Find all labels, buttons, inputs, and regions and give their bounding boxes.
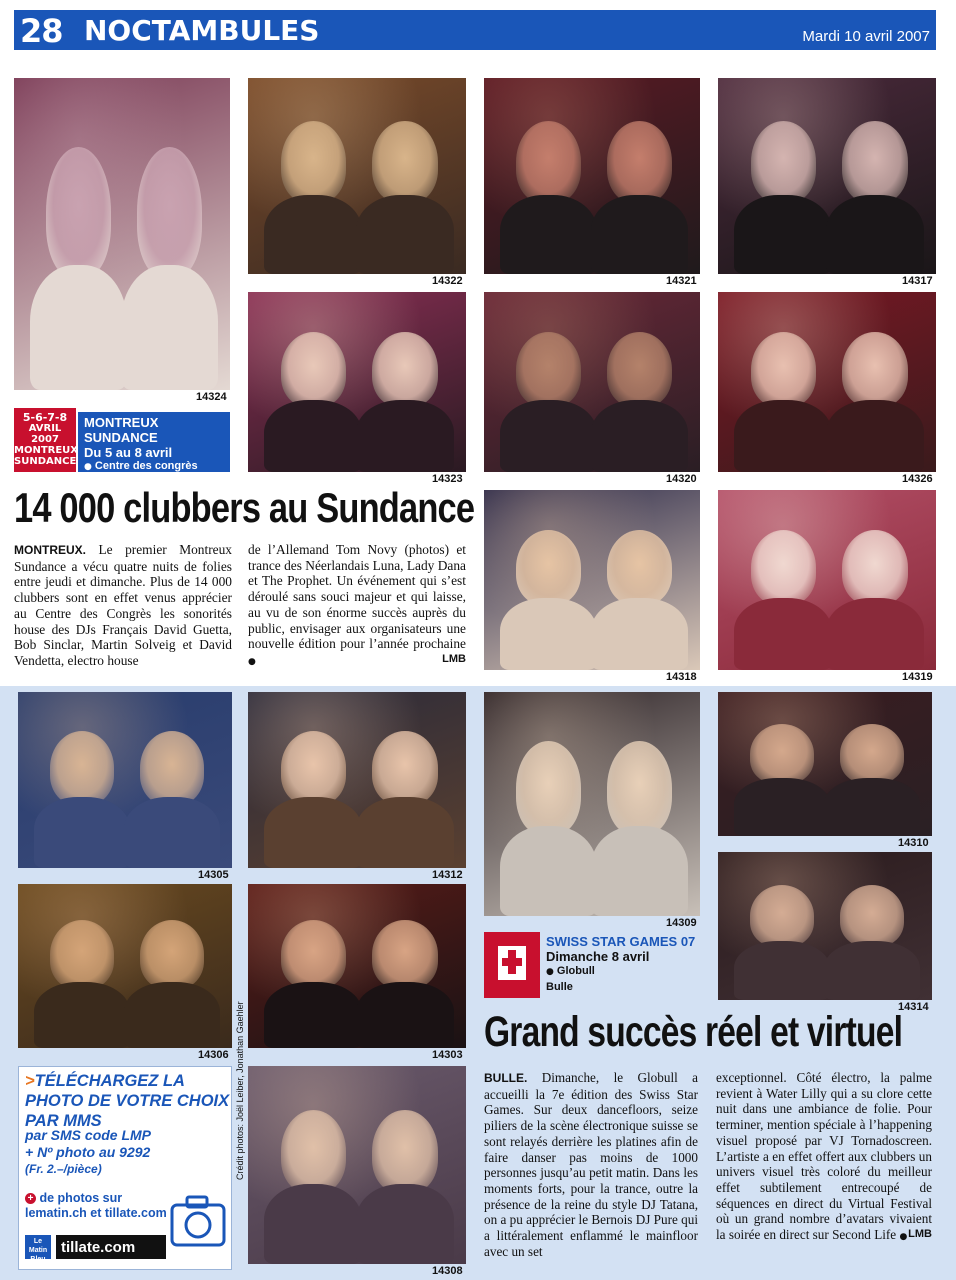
event-venue: ● Globull [546, 965, 595, 977]
party-photo [248, 692, 466, 868]
article-lead: BULLE. [484, 1071, 528, 1085]
tillate-logo: tillate.com [56, 1235, 166, 1259]
person-body [356, 400, 454, 472]
person-face [516, 332, 581, 408]
person-face [842, 332, 907, 408]
page-header [14, 10, 936, 50]
party-photo [718, 692, 932, 836]
event-info-swiss-star-games [546, 934, 706, 1000]
person-face [372, 1110, 437, 1193]
person-body [356, 797, 454, 868]
photo-code: 14305 [198, 869, 229, 881]
article-text: Dimanche, le Globull a accueilli la 7e édition des Swiss Star Games. Sur deux dancefloors, seize piliers de la scène électronique suisse se sont relayés derrière les platines afin de faire danser pas moins de 1000 personnes jusqu’au petit matin. Dans les moments forts, pour la trance, outre la présence de la reine du style DJ Tatana, on a pu apprécier le Bernois DJ Pure qui a littéralement enflammé le mainfloor avec un set [484, 1070, 698, 1259]
photo-code: 14306 [198, 1049, 229, 1061]
party-photo [718, 490, 936, 670]
badge-line: SUNDANCE [14, 456, 77, 467]
person-body [591, 195, 688, 274]
person-body [734, 598, 832, 670]
section-title: NOCTAMBULES [84, 14, 320, 47]
person-face [50, 920, 114, 989]
person-face [50, 731, 114, 805]
person-face [750, 724, 814, 784]
photo-code: 14319 [902, 671, 933, 683]
badge-line: 5-6-7-8 [22, 411, 68, 424]
party-photo [248, 1066, 466, 1264]
headline-sundance: 14 000 clubbers au Sundance [14, 484, 475, 531]
person-body [591, 400, 688, 472]
person-face [372, 121, 437, 203]
mms-promo-box [18, 1066, 232, 1270]
promo-sites-link[interactable]: lematin.ch et tillate.com [25, 1206, 167, 1220]
photo-code: 14314 [898, 1001, 929, 1013]
article-lead: MONTREUX. [14, 543, 86, 557]
person-face [372, 332, 437, 408]
person-body [264, 400, 362, 472]
article-signature: LMB [908, 1228, 932, 1241]
person-body [30, 265, 127, 390]
sundance-logo [14, 408, 79, 472]
person-body [591, 826, 688, 916]
article-text: exceptionnel. Côté électro, la palme revient à Water Lilly qui a su clore cette nuit dans une ambiance de folie. Pour terminer, mention spéciale à l’happening visuel proposé par VJ Tornadoscreen. L’artiste a en effet offert aux clubbers un univers visuel très coloré du meilleur effet subtilement entrecoupé de séquences en direct du Virtual Festival où un grand nombre d’avatars vivaient la soirée en direct sur Second Life [716, 1070, 932, 1243]
person-body [356, 982, 454, 1048]
event-venue: ● Centre des congrès [84, 460, 198, 472]
person-body [826, 400, 924, 472]
photo-code: 14326 [902, 473, 933, 485]
photo-credit: Crédit photos: Joël Leiber, Jonathan Gaehler [235, 1001, 245, 1180]
person-face [137, 147, 202, 278]
person-face [281, 1110, 346, 1193]
person-face [516, 121, 581, 203]
person-face [140, 731, 204, 805]
event-city: Bulle [546, 981, 573, 993]
person-face [516, 530, 581, 606]
person-body [121, 265, 218, 390]
promo-line: + Nº photo au 9292 [25, 1144, 151, 1160]
person-face [281, 332, 346, 408]
person-body [734, 941, 830, 1000]
promo-instructions [25, 1127, 230, 1178]
person-face [750, 885, 814, 947]
article-text: Le premier Montreux Sundance a vécu quatre nuits de folies entre jeudi et dimanche. Plus de 14 000 clubbers sont en effet venus apprécier au Centre des Congrès les sonorités house des DJs Français David Guetta, Bob Sinclar, Martin Solveig et David Vendetta, electro house [14, 542, 232, 668]
photo-code: 14320 [666, 473, 697, 485]
photo-code: 14318 [666, 671, 697, 683]
person-face [46, 147, 111, 278]
person-face [372, 920, 437, 989]
person-body [124, 797, 220, 868]
party-photo [484, 292, 700, 472]
person-face [751, 530, 816, 606]
photo-code: 14308 [432, 1265, 463, 1277]
event-dates: Du 5 au 8 avril [84, 445, 173, 460]
promo-price: (Fr. 2.–/pièce) [25, 1162, 102, 1176]
promo-line: par SMS code LMP [25, 1127, 152, 1143]
promo-websites: + de photos sur lematin.ch et tillate.com [25, 1191, 185, 1221]
person-face [281, 920, 346, 989]
person-body [591, 598, 688, 670]
person-body [264, 797, 362, 868]
event-city: Montreux [84, 474, 134, 486]
person-body [500, 400, 597, 472]
person-body [500, 195, 597, 274]
person-face [372, 731, 437, 805]
photo-code: 14309 [666, 917, 697, 929]
person-face [607, 530, 672, 606]
party-photo [718, 852, 932, 1000]
party-photo [718, 292, 936, 472]
photo-code: 14303 [432, 1049, 463, 1061]
person-body [500, 826, 597, 916]
person-face [751, 121, 816, 203]
event-dates: Dimanche 8 avril [546, 949, 650, 964]
party-photo [484, 490, 700, 670]
person-face [840, 724, 904, 784]
person-body [734, 400, 832, 472]
person-body [826, 195, 924, 274]
headline-swiss-star-games: Grand succès réel et virtuel [484, 1008, 903, 1056]
person-body [734, 778, 830, 836]
badge-line: AVRIL 2007 [28, 423, 62, 445]
party-photo [248, 884, 466, 1048]
photo-code: 14324 [196, 391, 227, 403]
person-body [824, 778, 920, 836]
article-ssg-col1 [484, 1070, 698, 1259]
person-face [516, 741, 581, 835]
person-body [264, 1184, 362, 1264]
event-info-sundance [78, 412, 230, 486]
person-face [842, 530, 907, 606]
person-face [607, 121, 672, 203]
person-face [751, 332, 816, 408]
article-text: de l’Allemand Tom Novy (photos) et trance des Néerlandais Luna, Lady Dana et The Prophet. Un événement qui s’est déroulé sans souci majeur et qui laisse, au vu de son énorme succès auprès du public, envisager aux organisateurs une nouvelle édition pour l’année prochaine [248, 542, 466, 652]
article-ssg-col2: exceptionnel. Côté électro, la palme revient à Water Lilly qui a su clore cette nuit dans une ambiance de folie. Pour terminer, mention spéciale à l’happening visuel proposé par VJ Tornadoscreen. L’artiste a en effet offert aux clubbers un univers visuel très coloré du meilleur effet subtilement entrecoupé de séquences en direct du Virtual Festival où un grand nombre d’avatars vivaient la soirée en direct sur Second Life ● LMB [716, 1070, 932, 1243]
person-face [842, 121, 907, 203]
article-sundance-col1 [14, 542, 232, 669]
person-body [356, 195, 454, 274]
person-face [607, 332, 672, 408]
photo-code: 14317 [902, 275, 933, 287]
person-body [264, 195, 362, 274]
party-photo [18, 884, 232, 1048]
person-body [734, 195, 832, 274]
badge-line: MONTREUX [14, 445, 79, 456]
person-body [356, 1184, 454, 1264]
party-photo [248, 292, 466, 472]
person-body [34, 797, 130, 868]
party-photo [484, 78, 700, 274]
article-signature: LMB [442, 652, 466, 665]
person-body [824, 941, 920, 1000]
page-number: 28 [20, 12, 63, 50]
party-photo [248, 78, 466, 274]
party-photo [18, 692, 232, 868]
le-matin-bleu-logo: Le Matin Bleu [25, 1235, 51, 1259]
person-body [264, 982, 362, 1048]
person-face [840, 885, 904, 947]
photo-code: 14323 [432, 473, 463, 485]
person-body [124, 982, 220, 1048]
party-photo [718, 78, 936, 274]
person-face [281, 731, 346, 805]
photo-code: 14310 [898, 837, 929, 849]
person-face [140, 920, 204, 989]
event-title: SWISS STAR GAMES 07 [546, 934, 696, 949]
photo-code: 14322 [432, 275, 463, 287]
camera-icon [169, 1187, 227, 1259]
person-body [34, 982, 130, 1048]
party-photo [14, 78, 230, 390]
party-photo [484, 692, 700, 916]
issue-date: Mardi 10 avril 2007 [802, 28, 930, 45]
article-sundance-col2: de l’Allemand Tom Novy (photos) et trance des Néerlandais Luna, Lady Dana et The Prophet. Un événement qui s’est déroulé sans souci majeur et qui laisse, au vu de son énorme succès auprès du public, envisager aux organisateurs une nouvelle édition pour l’année prochaine ● LMB [248, 542, 466, 667]
person-body [500, 598, 597, 670]
person-body [826, 598, 924, 670]
person-face [607, 741, 672, 835]
photo-code: 14312 [432, 869, 463, 881]
promo-title: >TÉLÉCHARGEZ LA PHOTO DE VOTRE CHOIX PAR MMS [25, 1072, 230, 1130]
plus-icon: + [25, 1193, 36, 1204]
person-face [281, 121, 346, 203]
event-title: MONTREUX SUNDANCE [84, 415, 159, 445]
swiss-star-games-logo [484, 932, 540, 998]
photo-code: 14321 [666, 275, 697, 287]
